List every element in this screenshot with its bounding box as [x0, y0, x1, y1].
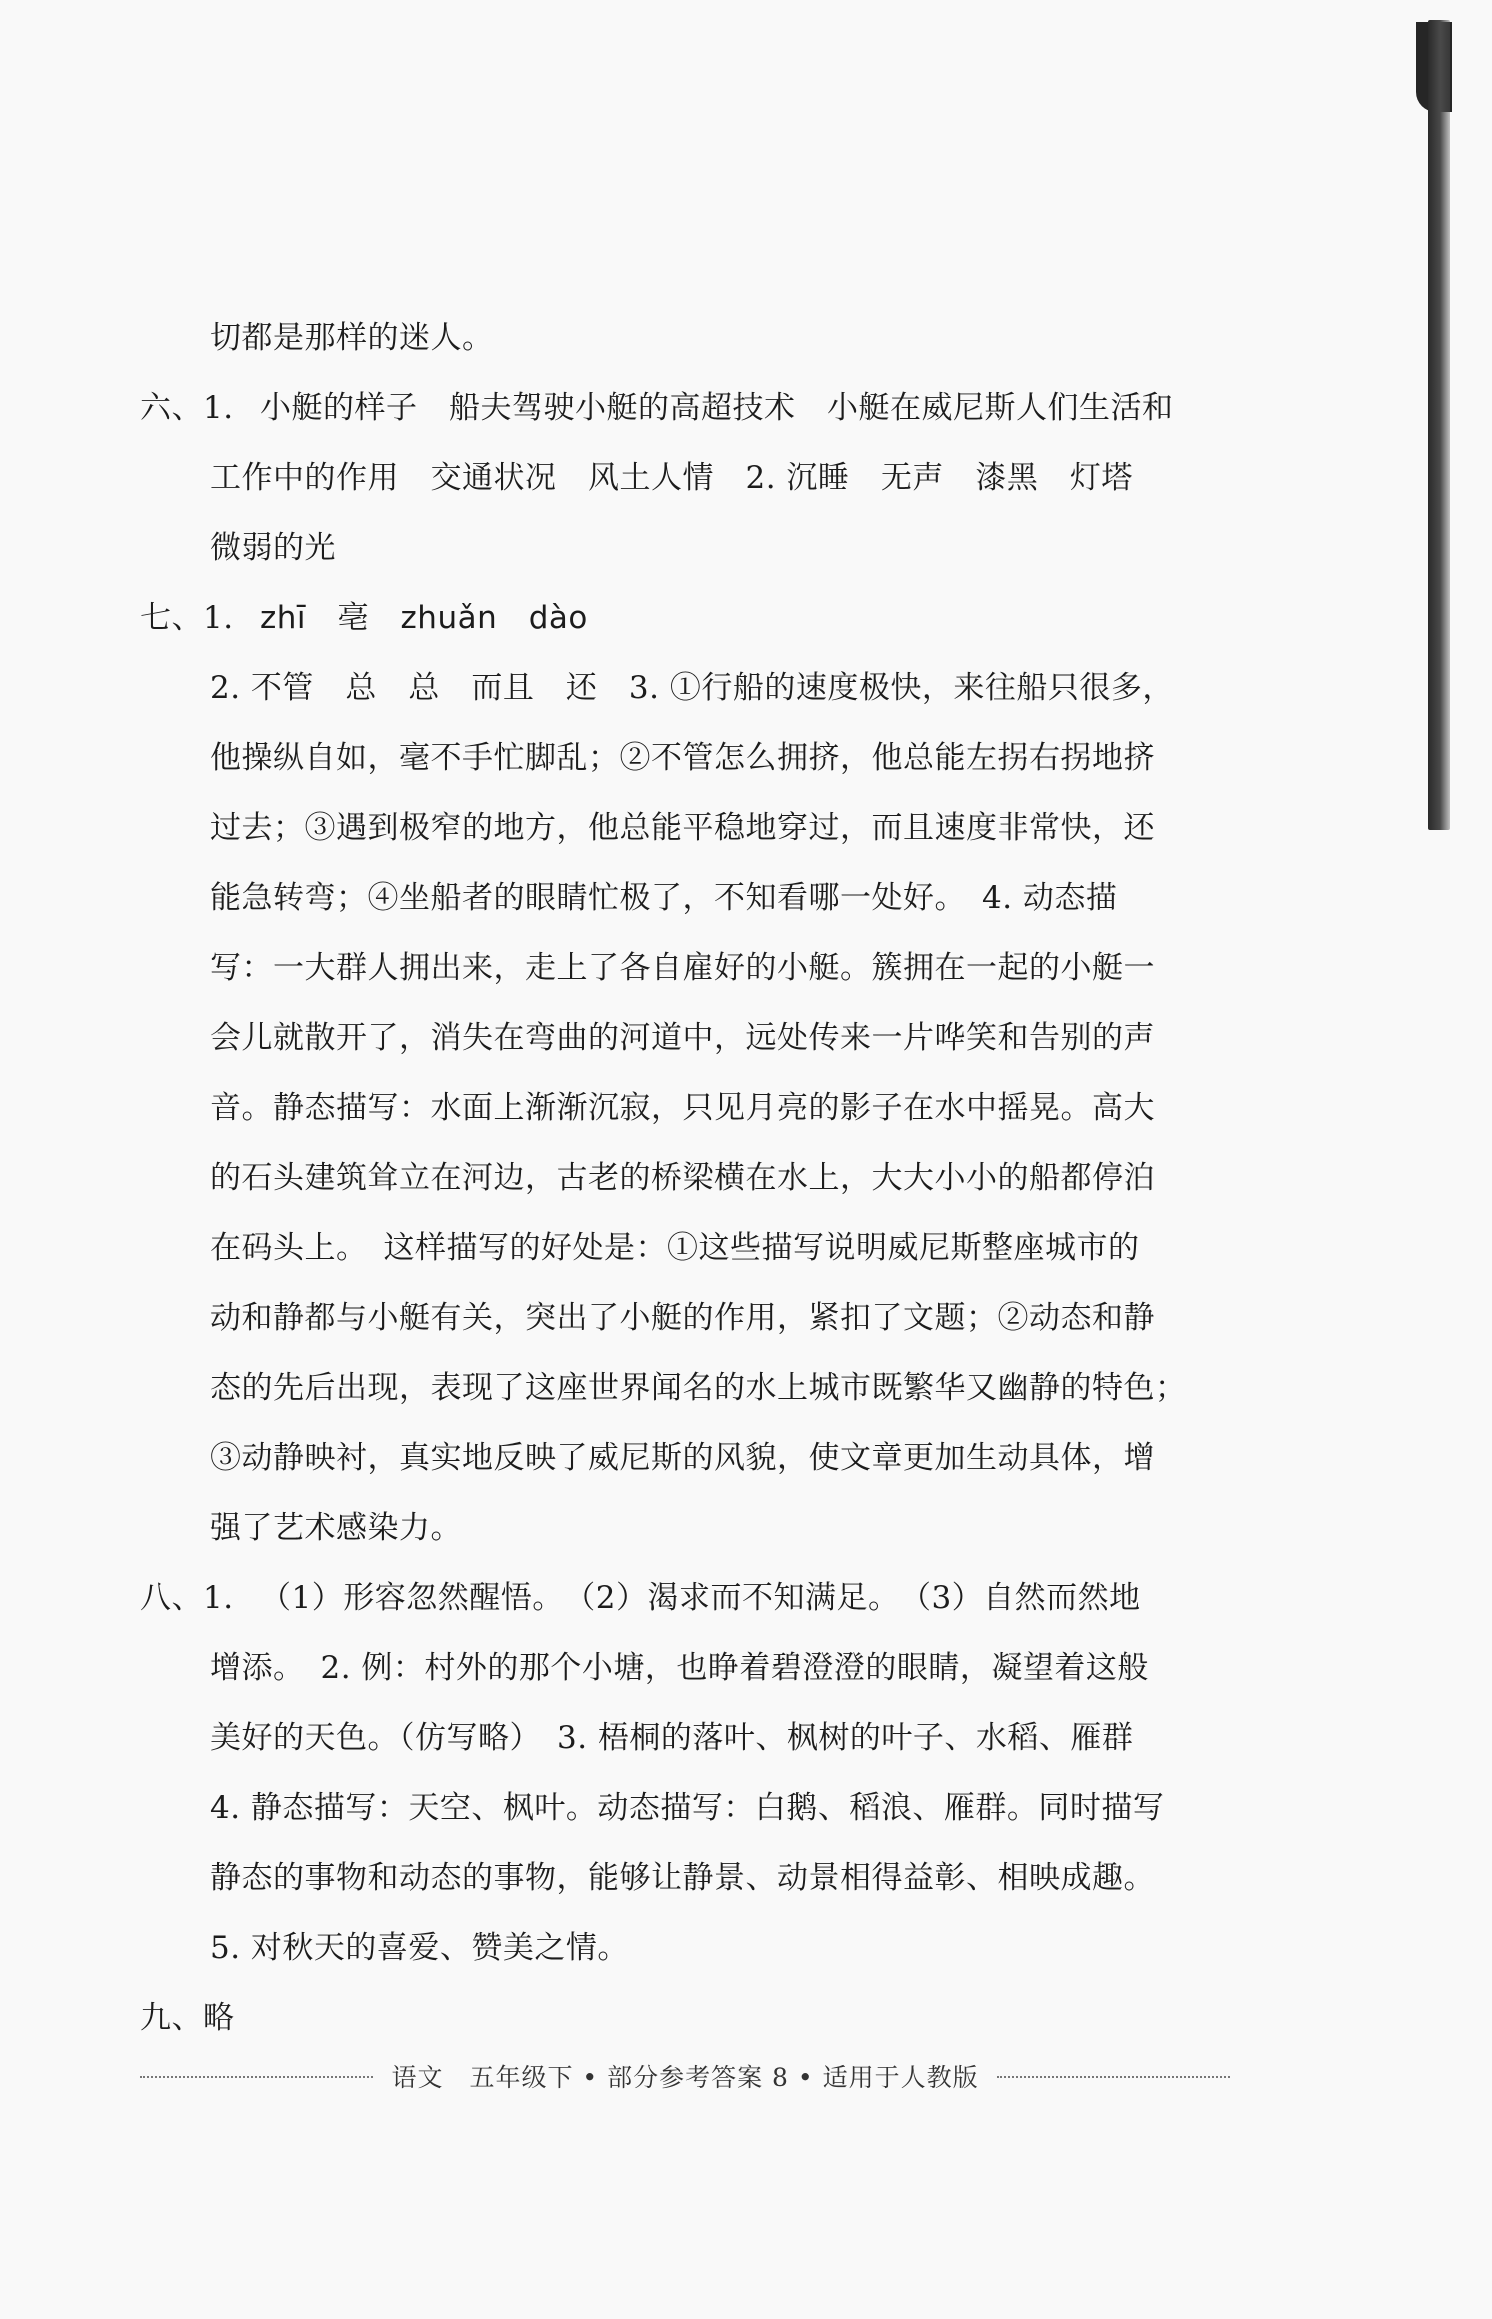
q7-line-2: 2. 不管 总 总 而且 还 3. ①行船的速度极快，来往船只很多，	[210, 670, 1174, 706]
q7-line-7: 会儿就散开了，消失在弯曲的河道中，远处传来一片哗笑和告别的声	[210, 1020, 1155, 1056]
q8-line-5: 静态的事物和动态的事物，能够让静景、动景相得益彰、相映成趣。	[210, 1860, 1155, 1896]
q7-line-4: 过去；③遇到极窄的地方，他总能平稳地穿过，而且速度非常快，还	[210, 810, 1155, 846]
q7-line-1: zhī 亳 zhuǎn dào	[260, 600, 588, 636]
footer-dotted-rule-right	[997, 2076, 1230, 2078]
page-footer	[140, 2056, 1230, 2096]
q7-line-12: 态的先后出现，表现了这座世界闻名的水上城市既繁华又幽静的特色；	[210, 1370, 1187, 1406]
q7-line-10: 在码头上。 这样描写的好处是：①这些描写说明威尼斯整座城市的	[210, 1230, 1140, 1266]
q8-number: 八、1.	[140, 1580, 234, 1616]
q7-line-5: 能急转弯；④坐船者的眼睛忙极了，不知看哪一处好。 4. 动态描	[210, 880, 1118, 916]
q6-line-3: 微弱的光	[210, 530, 336, 566]
footer-dotted-rule-left	[140, 2076, 373, 2078]
q7-line-14: 强了艺术感染力。	[210, 1510, 462, 1546]
q8-line-6: 5. 对秋天的喜爱、赞美之情。	[210, 1930, 629, 1966]
footer-text: 语文 五年级下 • 部分参考答案 8 • 适用于人教版	[391, 2063, 979, 2092]
q8-line-4: 4. 静态描写：天空、枫叶。动态描写：白鹅、稻浪、雁群。同时描写	[210, 1790, 1165, 1826]
q9-line: 九、略	[140, 2000, 235, 2036]
q7-line-3: 他操纵自如，毫不手忙脚乱；②不管怎么拥挤，他总能左拐右拐地挤	[210, 740, 1155, 776]
q7-number: 七、1.	[140, 600, 234, 636]
q6-line-1: 小艇的样子 船夫驾驶小艇的高超技术 小艇在威尼斯人们生活和	[260, 390, 1174, 426]
q8-line-3: 美好的天色。（仿写略） 3. 梧桐的落叶、枫树的叶子、水稻、雁群	[210, 1720, 1134, 1756]
q7-line-9: 的石头建筑耸立在河边，古老的桥梁横在水上，大大小小的船都停泊	[210, 1160, 1155, 1196]
continued-line: 切都是那样的迷人。	[210, 320, 494, 356]
q8-line-1: （1）形容忽然醒悟。 （2）渴求而不知满足。 （3）自然而然地	[260, 1580, 1141, 1616]
q7-line-11: 动和静都与小艇有关，突出了小艇的作用，紧扣了文题；②动态和静	[210, 1300, 1155, 1336]
q7-line-13: ③动静映衬，真实地反映了威尼斯的风貌，使文章更加生动具体，增	[210, 1440, 1155, 1476]
q8-line-2: 增添。 2. 例：村外的那个小塘，也睁着碧澄澄的眼睛，凝望着这般	[210, 1650, 1149, 1686]
q6-line-2: 工作中的作用 交通状况 风土人情 2. 沉睡 无声 漆黑 灯塔	[210, 460, 1133, 496]
q6-number: 六、1.	[140, 390, 234, 426]
q7-line-8: 音。静态描写：水面上渐渐沉寂，只见月亮的影子在水中摇晃。高大	[210, 1090, 1155, 1126]
q7-line-6: 写：一大群人拥出来，走上了各自雇好的小艇。簇拥在一起的小艇一	[210, 950, 1155, 986]
binding-edge	[1428, 20, 1450, 830]
